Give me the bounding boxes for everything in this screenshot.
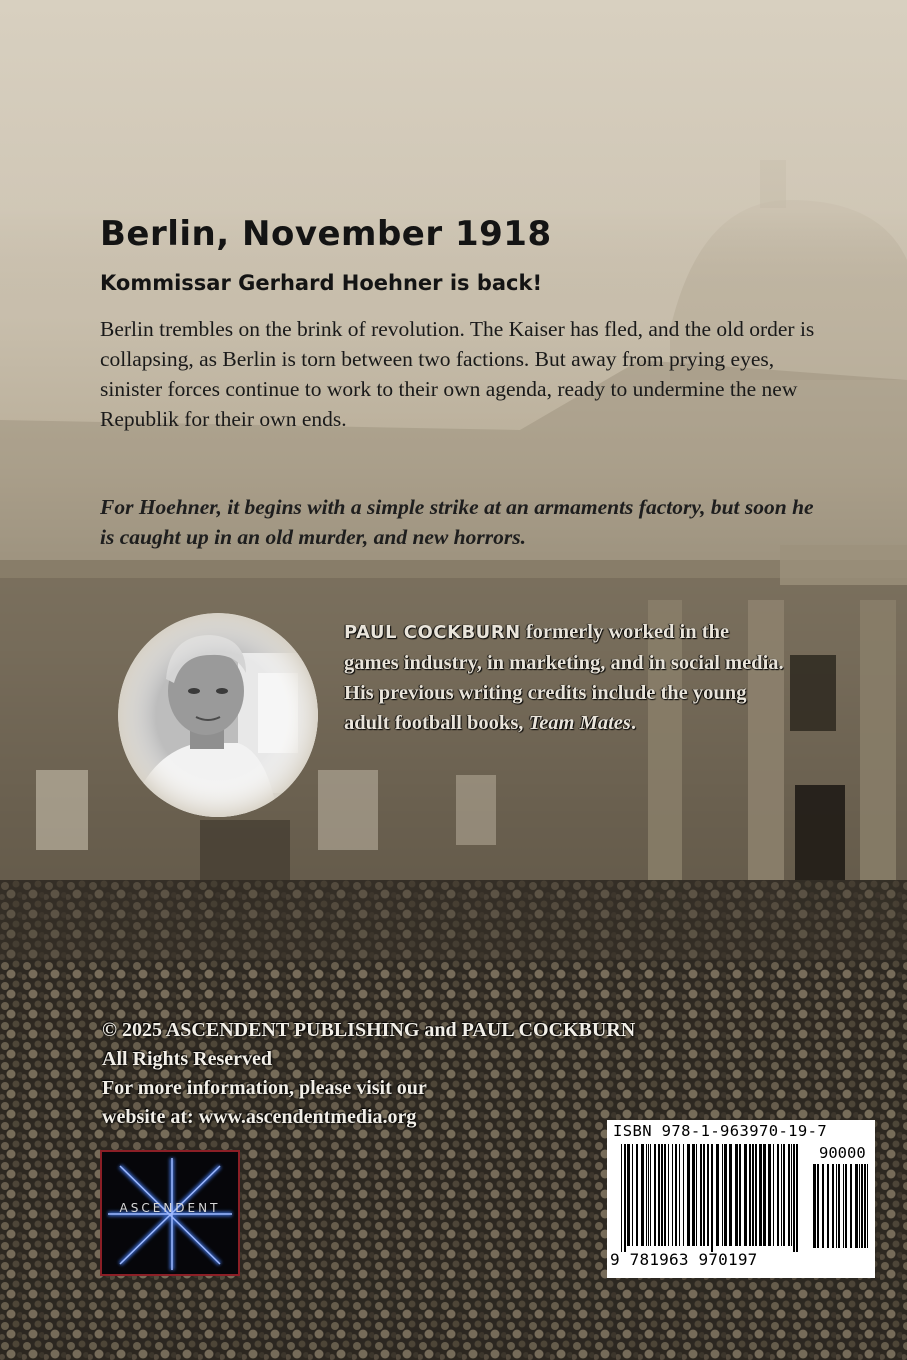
barcode-bar xyxy=(768,1144,771,1246)
barcode-bar xyxy=(752,1144,754,1246)
barcode-bar xyxy=(749,1144,751,1246)
author-bio xyxy=(344,617,784,738)
isbn-barcode xyxy=(607,1120,875,1278)
barcode-bar xyxy=(788,1144,790,1246)
barcode-bar xyxy=(735,1144,738,1246)
barcode-bar xyxy=(658,1144,660,1246)
barcode-bar xyxy=(700,1144,702,1246)
author-book-title: Team Mates xyxy=(528,712,631,734)
barcode-bar xyxy=(781,1144,782,1246)
barcode-addon-bar xyxy=(859,1164,860,1248)
ascendent-logo-mark xyxy=(102,1152,238,1274)
barcode-bar xyxy=(664,1144,666,1246)
barcode-bar xyxy=(759,1144,762,1246)
barcode-bar xyxy=(744,1144,747,1246)
barcode-bar xyxy=(641,1144,644,1246)
barcode-bar xyxy=(707,1144,709,1246)
barcode-addon-bar xyxy=(861,1164,863,1248)
barcode-bar xyxy=(755,1144,757,1246)
barcode-bar xyxy=(661,1144,663,1246)
book-subtitle: Kommissar Gerhard Hoehner is back! xyxy=(100,271,543,295)
barcode-addon-bar xyxy=(822,1164,824,1248)
barcode-addon-bar xyxy=(855,1164,858,1248)
barcode-addon-bar xyxy=(813,1164,816,1248)
price-code: 90000 xyxy=(819,1144,866,1162)
barcode-bar xyxy=(796,1144,798,1252)
barcode-bar xyxy=(729,1144,732,1246)
barcode-addon-bar xyxy=(867,1164,868,1248)
author-bio-end: . xyxy=(630,712,636,734)
barcode-digits: 9 781963 970197 xyxy=(610,1250,758,1269)
barcode-bar xyxy=(636,1144,638,1246)
barcode-addon-bar xyxy=(836,1164,837,1248)
barcode-addon-bar xyxy=(832,1164,834,1248)
book-blurb: Berlin trembles on the brink of revolution. The Kaiser has fled, and the old order is collapsing, as Berlin is torn between two factions. But away from prying eyes, sinister forces continue to work to their own agenda, ready to undermine the new Republik for their own ends. xyxy=(100,317,815,431)
logo-text: ASCENDENT xyxy=(119,1201,221,1215)
barcode-bar xyxy=(696,1144,697,1246)
barcode-addon-bar xyxy=(864,1164,866,1248)
barcode-bar xyxy=(650,1144,651,1246)
barcode-bar xyxy=(624,1144,626,1252)
barcode-addon-bar xyxy=(845,1164,847,1248)
barcode-bar xyxy=(711,1144,713,1252)
barcode-bar xyxy=(791,1144,792,1246)
barcode-bar xyxy=(621,1144,622,1252)
barcode-bar xyxy=(777,1144,779,1246)
barcode-bar xyxy=(692,1144,695,1246)
rights-line: All Rights Reserved xyxy=(102,1048,272,1070)
barcode-bar xyxy=(675,1144,677,1246)
copyright-line: © 2025 ASCENDENT PUBLISHING and PAUL COCKBURN xyxy=(102,1019,636,1041)
barcode-bar xyxy=(716,1144,719,1246)
barcode-bar xyxy=(724,1144,727,1246)
barcode-bar xyxy=(672,1144,673,1246)
barcode-bar xyxy=(793,1144,795,1252)
book-title: Berlin, November 1918 xyxy=(100,214,552,254)
barcode-bar xyxy=(783,1144,785,1246)
barcode-bar xyxy=(683,1144,684,1246)
barcode-bar xyxy=(654,1144,656,1246)
author-bio-text: formerly worked in the games industry, in marketing, and in social media. His previous writing credits include the young adult football books, xyxy=(344,621,784,734)
isbn-number: ISBN 978-1-963970-19-7 xyxy=(613,1122,828,1140)
legal-info xyxy=(102,1016,822,1132)
barcode-bar xyxy=(722,1144,723,1246)
barcode-bar xyxy=(632,1144,633,1246)
barcode-addon-bar xyxy=(817,1164,819,1248)
barcode-bar xyxy=(668,1144,669,1246)
barcode-bar xyxy=(627,1144,630,1246)
barcode-bar xyxy=(646,1144,647,1246)
barcode-bar xyxy=(648,1144,649,1246)
barcode-addon-bar xyxy=(827,1164,829,1248)
barcode-bar xyxy=(763,1144,766,1246)
website-line: website at: www.ascendentmedia.org xyxy=(102,1106,417,1128)
barcode-addon-bar xyxy=(838,1164,840,1248)
book-tagline: For Hoehner, it begins with a simple strike at an armaments factory, but soon he is caught up in an old murder, and new horrors. xyxy=(100,495,814,549)
author-name: PAUL COCKBURN xyxy=(344,622,521,643)
barcode-bar xyxy=(679,1144,680,1246)
author-photo xyxy=(118,613,318,818)
publisher-logo xyxy=(100,1150,240,1276)
info-line: For more information, please visit our xyxy=(102,1077,427,1099)
barcode-bar xyxy=(739,1144,741,1246)
barcode-addon-bar xyxy=(850,1164,852,1248)
barcode-addon-bar xyxy=(843,1164,844,1248)
barcode-bar xyxy=(687,1144,690,1246)
barcode-bar xyxy=(703,1144,705,1246)
barcode-bar xyxy=(773,1144,774,1246)
